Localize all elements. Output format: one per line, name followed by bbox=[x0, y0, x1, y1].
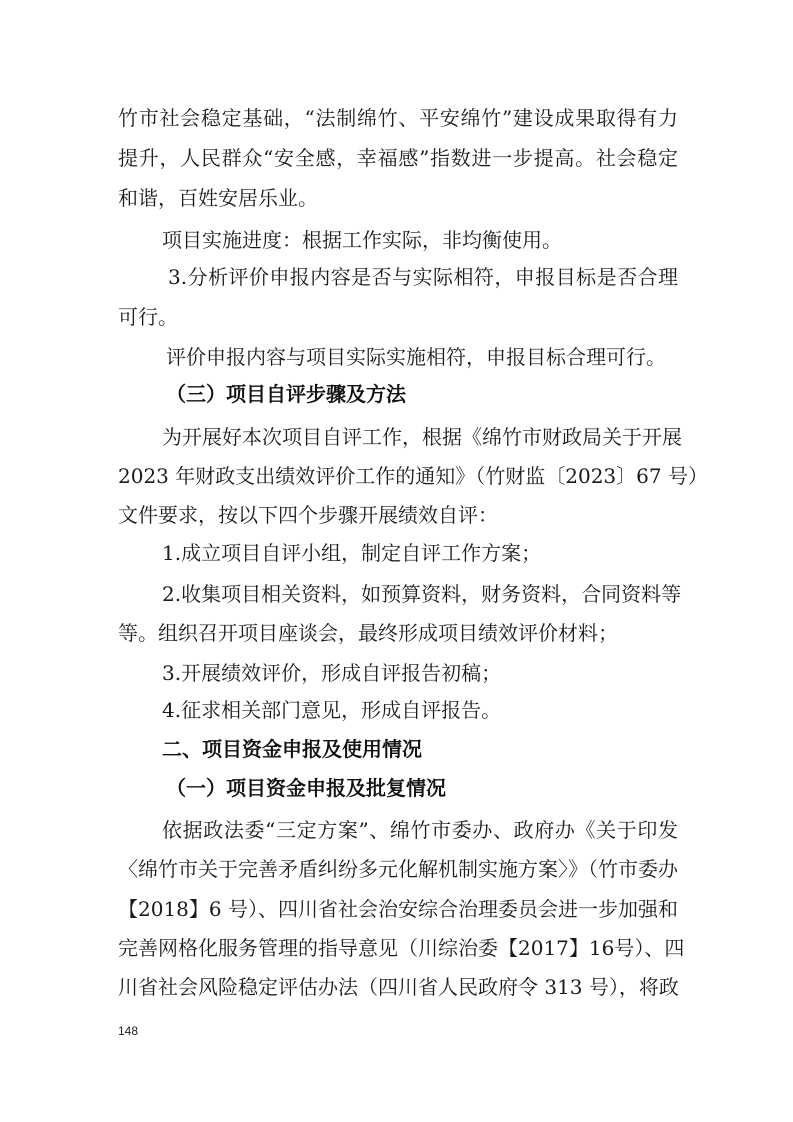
paragraph-line: 〈绵竹市关于完善矛盾纠纷多元化解机制实施方案〉》（竹市委办 bbox=[118, 857, 678, 881]
paragraph-line: 等。组织召开项目座谈会，最终形成项目绩效评价材料； bbox=[118, 621, 618, 645]
paragraph-line: 3.分析评价申报内容是否与实际相符，申报目标是否合理 bbox=[168, 265, 678, 289]
section-heading: 二、项目资金申报及使用情况 bbox=[162, 737, 422, 761]
paragraph-line: 竹市社会稳定基础，“法制绵竹、平安绵竹”建设成果取得有力 bbox=[118, 106, 678, 130]
paragraph-line: 【2018】6 号）、四川省社会治安综合治理委员会进一步加强和 bbox=[118, 897, 678, 921]
list-item: 4.征求相关部门意见，形成自评报告。 bbox=[162, 698, 502, 722]
paragraph-line: 川省社会风险稳定评估办法（四川省人民政府令 313 号），将政 bbox=[118, 975, 679, 999]
list-item: 3.开展绩效评价，形成自评报告初稿； bbox=[162, 661, 502, 685]
section-heading: （三）项目自评步骤及方法 bbox=[166, 382, 406, 406]
paragraph-line: 文件要求，按以下四个步骤开展绩效自评： bbox=[118, 503, 498, 527]
subsection-heading: （一）项目资金申报及批复情况 bbox=[166, 776, 446, 800]
paragraph-line: 可行。 bbox=[118, 305, 178, 329]
page-number: 148 bbox=[118, 1024, 139, 1038]
paragraph-line: 完善网格化服务管理的指导意见（川综治委【2017】16号）、四 bbox=[118, 936, 685, 960]
paragraph-line: 评价申报内容与项目实际实施相符，申报目标合理可行。 bbox=[166, 345, 666, 369]
paragraph-line: 2023 年财政支出绩效评价工作的通知》（竹财监〔2023〕67 号） bbox=[118, 464, 708, 488]
paragraph-line: 和谐，百姓安居乐业。 bbox=[118, 186, 318, 210]
paragraph-line: 项目实施进度：根据工作实际，非均衡使用。 bbox=[162, 228, 562, 252]
list-item: 1.成立项目自评小组，制定自评工作方案； bbox=[162, 541, 542, 565]
list-item: 2.收集项目相关资料，如预算资料，财务资料，合同资料等 bbox=[162, 582, 682, 606]
paragraph-line: 提升，人民群众“安全感，幸福感”指数进一步提高。社会稳定 bbox=[118, 146, 678, 170]
paragraph-line: 依据政法委“三定方案”、绵竹市委办、政府办《关于印发 bbox=[162, 818, 678, 842]
paragraph-line: 为开展好本次项目自评工作，根据《绵竹市财政局关于开展 bbox=[162, 425, 682, 449]
